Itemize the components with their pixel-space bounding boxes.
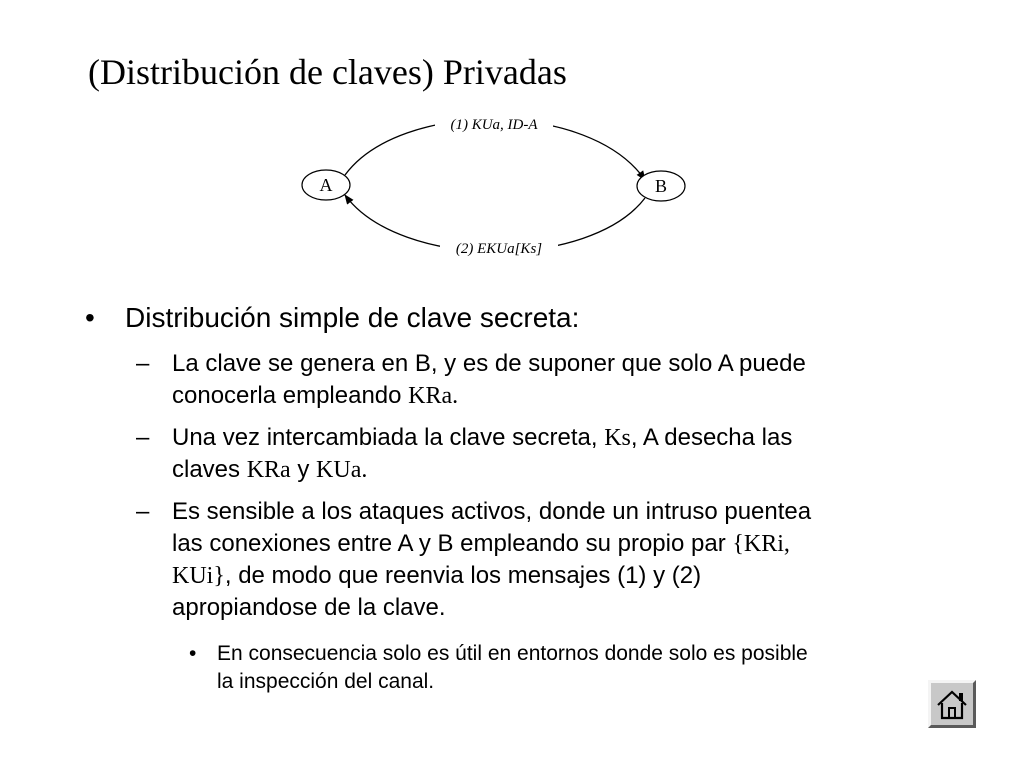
text-run: las conexiones entre A y B empleando su propio par <box>172 530 733 557</box>
text-run: Una vez intercambiada la clave secreta, <box>172 424 605 451</box>
text-line <box>172 422 962 454</box>
bullet-main-text: Distribución simple de clave secreta: <box>125 302 580 333</box>
node-a-label: A <box>319 175 333 195</box>
sub-bullet-1-text <box>172 348 962 412</box>
dash-mark: – <box>136 350 150 377</box>
slide-title: (Distribución de claves) Privadas <box>88 52 567 92</box>
dash-mark: – <box>136 498 150 525</box>
text-run: , A desecha las <box>630 424 793 451</box>
home-button[interactable] <box>928 680 976 728</box>
home-icon <box>934 686 970 722</box>
text-line <box>172 380 962 412</box>
sub-sub-bullet-text <box>217 640 967 696</box>
key-pair-kui: KUi} <box>172 563 225 589</box>
bullet-mark: • <box>189 642 197 665</box>
key-kra: KRa <box>246 457 291 483</box>
sub-bullet-3-text <box>172 496 962 624</box>
text-run: y <box>290 456 317 483</box>
key-kua: KUa <box>316 457 362 483</box>
sub-bullet-2-text <box>172 422 962 486</box>
bullet-mark: • <box>85 302 95 333</box>
text-line: apropiandose de la clave. <box>172 594 446 621</box>
text-run: , de modo que reenvia los mensajes (1) y (2) <box>224 562 702 589</box>
key-kra: KRa <box>408 383 453 409</box>
key-pair-kri: {KRi, <box>732 531 790 557</box>
text-run: . <box>361 457 368 483</box>
message-1-label: (1) KUa, ID-A <box>450 117 538 133</box>
text-run: claves <box>172 456 247 483</box>
text-line: En consecuencia solo es útil en entornos donde solo es posible <box>217 642 808 665</box>
text-line: la inspección del canal. <box>217 670 435 693</box>
text-run: . <box>452 383 459 409</box>
text-line: La clave se genera en B, y es de suponer que solo A puede <box>172 350 806 377</box>
text-run: conocerla empleando <box>172 382 409 409</box>
text-line <box>172 560 962 592</box>
text-line <box>172 454 962 486</box>
key-ks: Ks <box>604 425 631 451</box>
message-2-label: (2) EKUa[Ks] <box>455 241 543 257</box>
dash-mark: – <box>136 424 150 451</box>
node-b-label: B <box>654 176 668 196</box>
text-line <box>172 528 962 560</box>
text-line: Es sensible a los ataques activos, donde un intruso puentea <box>172 498 812 525</box>
